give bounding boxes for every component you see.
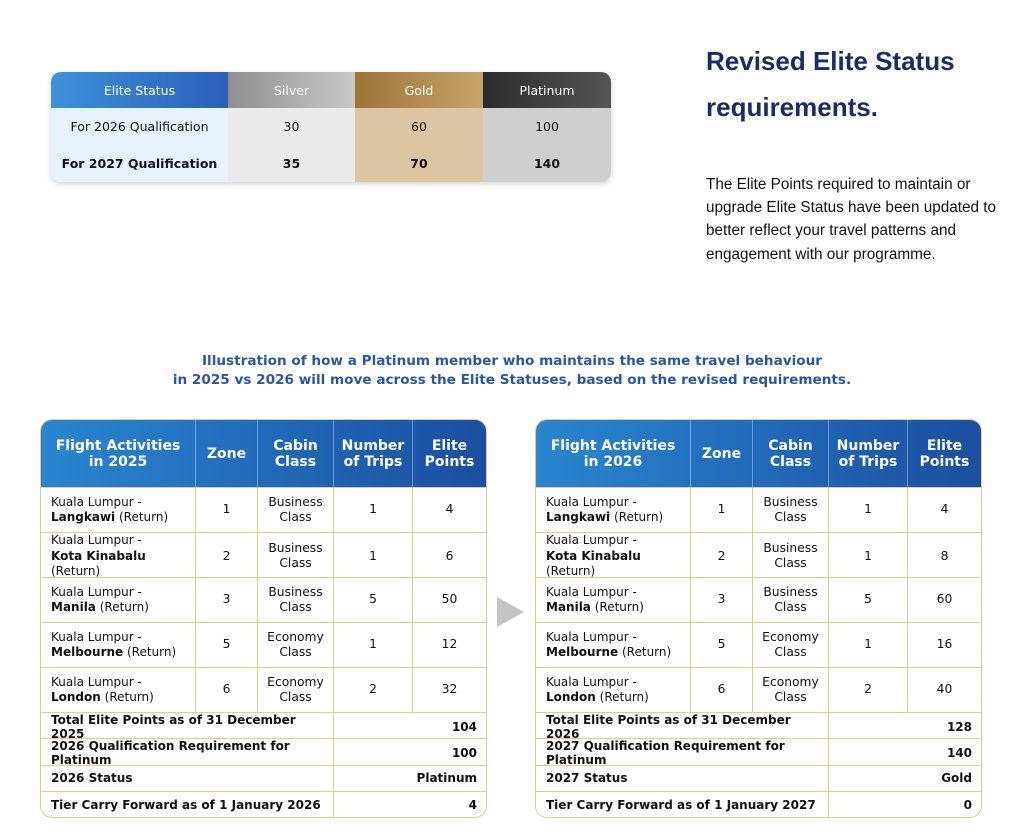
illustration-caption [0, 352, 1024, 390]
summary-row [41, 765, 486, 791]
table-row [41, 487, 486, 532]
zone-cell: 3 [196, 578, 258, 622]
cabin-class-text [268, 541, 322, 572]
route-cell [41, 533, 196, 580]
cabin-class-cell [258, 488, 334, 532]
summary-row [536, 791, 981, 817]
zone-cell: 1 [196, 488, 258, 532]
col-elite-points: Elite Points [919, 437, 970, 470]
route-trip-type: (Return) [99, 600, 149, 614]
status-row-2026 [51, 108, 611, 145]
cabin-suffix: Class [774, 645, 807, 659]
cabin-class-cell [753, 668, 829, 712]
summary-label: Total Elite Points as of 31 December 2026 [536, 713, 829, 741]
col-zone: Zone [691, 420, 753, 487]
summary-value: Gold [941, 771, 972, 786]
route-text [51, 533, 195, 580]
route-text [546, 533, 690, 580]
cabin-class-cell [258, 623, 334, 667]
table-row [536, 577, 981, 622]
platinum-value: 140 [483, 145, 611, 182]
summary-value: 0 [963, 797, 972, 812]
row-label: For 2026 Qualification [51, 108, 228, 145]
summary-label: 2026 Status [41, 766, 334, 791]
points-cell: 16 [936, 637, 953, 652]
route-text [51, 630, 176, 661]
col-flight-activities: Flight Activities in 2025 [41, 420, 196, 487]
row-label: For 2027 Qualification [51, 145, 228, 182]
arrow-right-icon [497, 597, 524, 627]
cabin-suffix: Class [279, 556, 312, 571]
route-destination: Langkawi [546, 510, 611, 524]
header-platinum: Platinum [483, 72, 611, 108]
cabin-class-cell [753, 488, 829, 532]
route-cell [41, 488, 196, 532]
route-trip-type: (Return) [594, 600, 644, 614]
route-destination: London [546, 690, 596, 704]
route-origin: Kuala Lumpur - [546, 494, 637, 509]
col-number-of-trips: Number of Trips [334, 420, 413, 487]
route-trip-type: (Return) [546, 564, 596, 578]
trips-cell: 1 [334, 533, 413, 580]
summary-value: 100 [451, 746, 477, 761]
caption-line-2: in 2025 vs 2026 will move across the Elite Statuses, based on the revised requirements. [172, 372, 852, 388]
cabin-class-text [763, 541, 817, 572]
route-origin: Kuala Lumpur - [546, 533, 637, 547]
title-line-2: requirements. [706, 92, 878, 122]
silver-value: 35 [228, 145, 355, 182]
cabin-suffix: Class [774, 556, 807, 571]
route-trip-type: (Return) [622, 645, 672, 659]
route-cell [536, 623, 691, 667]
route-text [51, 495, 168, 526]
route-trip-type: (Return) [51, 564, 101, 578]
points-cell: 6 [445, 548, 454, 563]
table-body [41, 487, 486, 712]
summary-value: 128 [946, 720, 972, 734]
cabin-suffix: Class [774, 690, 807, 704]
points-cell: 4 [940, 502, 949, 517]
cabin-suffix: Class [279, 600, 312, 614]
zone-cell: 3 [691, 578, 753, 622]
zone-cell: 1 [691, 488, 753, 532]
table-row [41, 622, 486, 667]
summary-row [41, 791, 486, 817]
zone-cell: 5 [691, 623, 753, 667]
cabin-class-cell [753, 578, 829, 622]
cabin-name: Economy [762, 674, 819, 689]
header-gold: Gold [355, 72, 483, 108]
route-text [546, 585, 644, 616]
route-trip-type: (Return) [599, 690, 649, 704]
route-destination: Manila [51, 600, 96, 614]
trips-cell: 1 [829, 623, 908, 667]
route-cell [536, 533, 691, 580]
cabin-suffix: Class [279, 690, 312, 704]
points-cell: 4 [445, 502, 454, 517]
summary-label: Total Elite Points as of 31 December 2025 [41, 713, 334, 741]
route-trip-type: (Return) [613, 510, 664, 524]
route-trip-type: (Return) [104, 690, 154, 704]
cabin-class-text [763, 585, 817, 616]
points-cell: 40 [936, 682, 953, 697]
route-destination: Kota Kinabalu [546, 548, 641, 563]
route-origin: Kuala Lumpur - [546, 629, 637, 644]
summary-value: 104 [451, 720, 477, 734]
cabin-name: Business [268, 540, 323, 555]
cabin-name: Economy [267, 674, 324, 689]
table-body [536, 487, 981, 712]
route-cell [536, 488, 691, 532]
route-destination: Manila [546, 600, 591, 614]
summary-value: Platinum [416, 771, 477, 786]
route-destination: Melbourne [51, 645, 124, 659]
route-destination: Melbourne [546, 645, 619, 659]
table-row [41, 577, 486, 622]
cabin-class-cell [258, 668, 334, 712]
summary-row [536, 738, 981, 768]
route-text [546, 630, 671, 661]
route-origin: Kuala Lumpur - [51, 629, 142, 644]
route-origin: Kuala Lumpur - [51, 533, 142, 547]
route-origin: Kuala Lumpur - [51, 674, 142, 689]
elite-status-table [51, 72, 611, 182]
header-silver: Silver [228, 72, 355, 108]
summary-value: 4 [468, 797, 477, 812]
route-cell [536, 668, 691, 712]
points-cell: 50 [441, 592, 458, 607]
trips-cell: 1 [829, 533, 908, 580]
cabin-class-text [267, 630, 324, 661]
summary-row [536, 712, 981, 741]
table-header [536, 420, 981, 487]
trips-cell: 5 [829, 578, 908, 622]
route-destination: Kota Kinabalu [51, 548, 146, 563]
cabin-name: Business [268, 584, 323, 599]
cabin-class-cell [753, 533, 829, 580]
table-row [536, 532, 981, 577]
summary-label: Tier Carry Forward as of 1 January 2027 [536, 792, 829, 817]
header-elite-status: Elite Status [51, 72, 228, 108]
cabin-name: Economy [267, 629, 324, 644]
trips-cell: 1 [829, 488, 908, 532]
zone-cell: 6 [691, 668, 753, 712]
summary-row [41, 738, 486, 768]
table-summary [536, 712, 981, 817]
route-cell [41, 623, 196, 667]
cabin-suffix: Class [774, 600, 807, 614]
route-cell [41, 578, 196, 622]
col-number-of-trips: Number of Trips [829, 420, 908, 487]
cabin-name: Business [763, 540, 818, 555]
status-row-2027 [51, 145, 611, 182]
route-cell [536, 578, 691, 622]
title-line-1: Revised Elite Status [706, 46, 955, 76]
zone-cell: 2 [196, 533, 258, 580]
col-cabin-class: Cabin Class [753, 420, 829, 487]
table-row [536, 487, 981, 532]
zone-cell: 2 [691, 533, 753, 580]
cabin-class-text [268, 495, 322, 526]
cabin-class-text [268, 585, 322, 616]
summary-label: 2026 Qualification Requirement for Platinum [41, 739, 334, 767]
summary-value: 140 [946, 746, 972, 761]
cabin-class-text [267, 675, 324, 706]
page-title [706, 38, 1006, 130]
summary-label: 2027 Qualification Requirement for Platinum [536, 739, 829, 767]
summary-label: Tier Carry Forward as of 1 January 2026 [41, 792, 334, 817]
col-zone: Zone [196, 420, 258, 487]
cabin-suffix: Class [279, 645, 312, 659]
summary-row [536, 765, 981, 791]
flight-activities-2025-table [40, 419, 487, 818]
caption-line-1: Illustration of how a Platinum member who maintains the same travel behaviour [202, 353, 822, 369]
table-row [536, 667, 981, 712]
platinum-value: 100 [483, 108, 611, 145]
col-flight-activities: Flight Activities in 2026 [536, 420, 691, 487]
points-cell: 60 [936, 592, 953, 607]
cabin-class-text [762, 630, 819, 661]
trips-cell: 2 [829, 668, 908, 712]
route-text [51, 675, 154, 706]
zone-cell: 5 [196, 623, 258, 667]
table-row [41, 532, 486, 577]
route-text [51, 585, 149, 616]
summary-row [41, 712, 486, 741]
route-destination: Langkawi [51, 510, 116, 524]
route-origin: Kuala Lumpur - [51, 584, 142, 599]
route-origin: Kuala Lumpur - [546, 674, 637, 689]
zone-cell: 6 [196, 668, 258, 712]
points-cell: 32 [441, 682, 458, 697]
description-text: The Elite Points required to maintain or upgrade Elite Status have been updated to better reflect your travel patterns and engagement with our programme. [706, 176, 997, 263]
route-text [546, 675, 649, 706]
route-origin: Kuala Lumpur - [51, 494, 142, 509]
cabin-class-cell [753, 623, 829, 667]
cabin-class-cell [258, 578, 334, 622]
flight-activities-2026-table [535, 419, 982, 818]
cabin-name: Business [268, 494, 323, 509]
trips-cell: 2 [334, 668, 413, 712]
cabin-suffix: Class [279, 510, 312, 524]
col-cabin-class: Cabin Class [258, 420, 334, 487]
gold-value: 70 [355, 145, 483, 182]
gold-value: 60 [355, 108, 483, 145]
table-row [41, 667, 486, 712]
cabin-class-text [762, 675, 819, 706]
route-origin: Kuala Lumpur - [546, 584, 637, 599]
cabin-name: Business [763, 584, 818, 599]
cabin-name: Business [763, 494, 818, 509]
col-elite-points: Elite Points [424, 437, 475, 470]
cabin-class-cell [258, 533, 334, 580]
route-trip-type: (Return) [118, 510, 169, 524]
table-summary [41, 712, 486, 817]
cabin-class-text [763, 495, 817, 526]
points-cell: 8 [940, 548, 949, 563]
route-text [546, 495, 663, 526]
cabin-suffix: Class [774, 510, 807, 524]
route-trip-type: (Return) [127, 645, 177, 659]
route-cell [41, 668, 196, 712]
trips-cell: 5 [334, 578, 413, 622]
points-cell: 12 [441, 637, 458, 652]
summary-label: 2027 Status [536, 766, 829, 791]
trips-cell: 1 [334, 488, 413, 532]
trips-cell: 1 [334, 623, 413, 667]
status-table-header [51, 72, 611, 108]
route-destination: London [51, 690, 101, 704]
cabin-name: Economy [762, 629, 819, 644]
table-row [536, 622, 981, 667]
table-header [41, 420, 486, 487]
silver-value: 30 [228, 108, 355, 145]
